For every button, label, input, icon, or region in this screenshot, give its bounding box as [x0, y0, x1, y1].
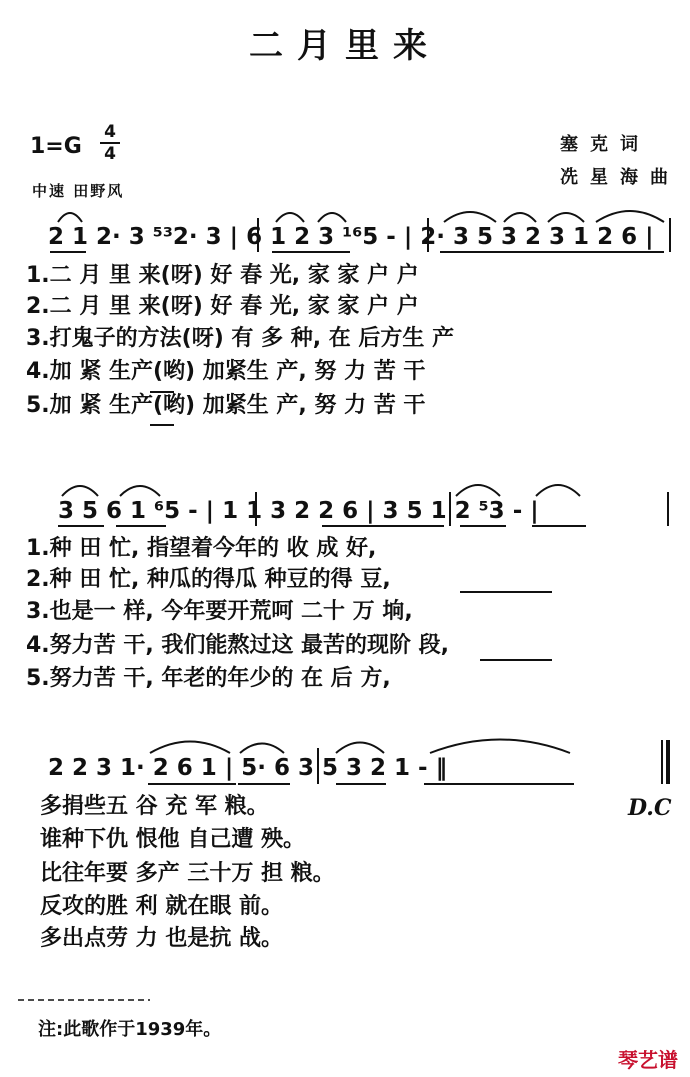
system-1-verse-4: 4.加 紧 生产(哟) 加紧生 产, 努 力 苦 干: [26, 359, 426, 384]
da-capo-mark: D.C: [628, 795, 672, 821]
tempo-marking: 中速 田野风: [32, 182, 125, 200]
system-2-notation: 3 5 6 1 ⁶5 - | 1 1 3 2 2 6 | 3 5 1 2 ⁵3 - |: [58, 498, 539, 524]
system-3-notation: 2 2 3 1· 2 6 1 | 5· 6 3 5 3 2 1 - ‖: [48, 755, 448, 781]
slur: [240, 744, 284, 754]
system-2-verse-3: 3.也是一 样, 今年要开荒呵 二十 万 垧,: [26, 599, 413, 624]
system-3-verse-2: 谁种下仇 恨他 自己遭 殃。: [40, 827, 305, 852]
system-3-verse-1: 多捐些五 谷 充 军 粮。: [40, 794, 269, 819]
slur: [276, 213, 304, 222]
slur: [58, 213, 82, 222]
meter-top: 4: [104, 122, 116, 142]
song-title: 二月里来: [249, 26, 441, 66]
system-2-verse-1: 1.种 田 忙, 指望着今年的 收 成 好,: [26, 536, 377, 561]
system-2-verse-2: 2.种 田 忙, 种瓜的得瓜 种豆的得 豆,: [26, 567, 391, 592]
system-2-verse-4: 4.努力苦 干, 我们能熬过这 最苦的现阶 段,: [26, 633, 450, 658]
system-1-verse-2: 2.二 月 里 来(呀) 好 春 光, 家 家 户 户: [26, 294, 419, 319]
key-signature: 1=G: [30, 134, 82, 159]
lyricist-credit: 塞克词: [560, 134, 650, 155]
system-3-verse-4: 反攻的胜 利 就在眼 前。: [40, 894, 283, 919]
slur: [536, 485, 580, 496]
system-1-verse-3: 3.打鬼子的方法(呀) 有 多 种, 在 后方生 产: [26, 326, 455, 351]
meter-bottom: 4: [104, 144, 116, 164]
system-1-notation: 2 1 2· 3 ⁵³2· 3 | 6 1 2 3 ¹⁶5 - | 2· 3 5 3 2 3 1 2 6 |: [48, 224, 654, 250]
slur: [456, 485, 500, 496]
slur: [62, 486, 98, 496]
slur: [548, 213, 584, 222]
slur: [430, 740, 570, 754]
system-1-verse-5: 5.加 紧 生产(哟) 加紧生 产, 努 力 苦 干: [26, 393, 426, 418]
watermark-logo: 琴艺谱: [618, 1048, 678, 1072]
slur: [596, 211, 664, 222]
system-3-verse-5: 多出点劳 力 也是抗 战。: [40, 926, 283, 951]
footnote: 注:此歌作于1939年。: [38, 1019, 222, 1040]
slur: [504, 213, 536, 222]
composer-credit: 冼星海曲: [560, 167, 680, 188]
system-1-verse-1: 1.二 月 里 来(呀) 好 春 光, 家 家 户 户: [26, 263, 419, 288]
slur: [336, 743, 384, 754]
slur: [150, 742, 230, 754]
slur: [120, 486, 160, 496]
system-3-verse-3: 比往年要 多产 三十万 担 粮。: [40, 861, 335, 886]
slur: [444, 212, 496, 222]
system-2-verse-5: 5.努力苦 干, 年老的年少的 在 后 方,: [26, 666, 391, 691]
slur: [318, 213, 346, 222]
